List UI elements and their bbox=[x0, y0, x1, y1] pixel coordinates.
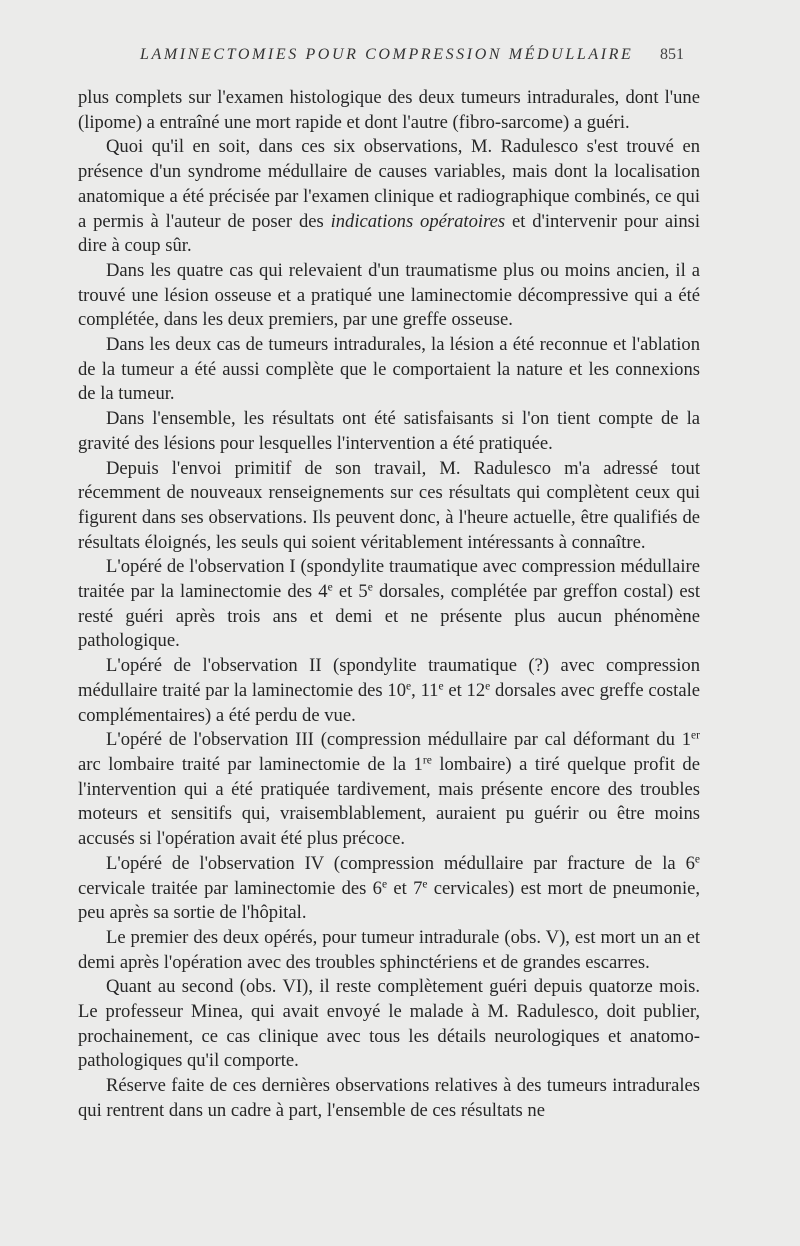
page-number: 851 bbox=[660, 46, 684, 63]
text-run: L'opéré de l'observation IV (compression médullaire par fracture de la 6 bbox=[106, 852, 695, 874]
paragraph bbox=[78, 654, 700, 728]
superscript: e bbox=[381, 878, 388, 891]
text-run: cervicales) est mort de pneumonie, peu après sa sortie de l'hôpital. bbox=[78, 877, 701, 924]
superscript: er bbox=[691, 729, 700, 742]
paragraph bbox=[78, 926, 700, 975]
superscript: e bbox=[367, 581, 373, 594]
text-run: , 11 bbox=[411, 679, 439, 701]
superscript: e bbox=[438, 680, 444, 693]
text-run: Réserve faite de ces dernières observations relatives à des tumeurs intradurales qui rentrent dans un cadre à part, l'ensemble de ces résultats ne bbox=[78, 1075, 700, 1121]
paragraph bbox=[78, 333, 700, 407]
text-run: dorsales, complétée par greffon costal) est resté guéri après trois ans et demi et ne présente plus aucun phénomène pathologique. bbox=[78, 581, 700, 652]
body-text bbox=[78, 86, 700, 1124]
superscript: e bbox=[485, 680, 491, 693]
paragraph bbox=[78, 852, 700, 926]
text-run: Dans les quatre cas qui relevaient d'un traumatisme plus ou moins ancien, il a trouvé une lésion osseuse et a pratiqué une laminectomie décompressive qui a été complétée, dans les deux premiers, par une greffe osseuse. bbox=[78, 259, 700, 331]
text-run: arc lombaire traité par laminectomie de la 1 bbox=[78, 753, 423, 775]
paragraph bbox=[78, 728, 700, 852]
paragraph bbox=[78, 1074, 700, 1123]
text-run: cervicale traitée par laminectomie des 6 bbox=[78, 877, 382, 899]
text-run: et 12 bbox=[443, 679, 486, 701]
text-run: Quoi qu'il en soit, dans ces six observations, M. Radulesco s'est trouvé en présence d'un syndrome médullaire de causes variables, mais dont la localisation anatomique a été précisée par l'examen clinique et radiographique combinés, ce qui a permis à l'auteur de poser des bbox=[78, 136, 700, 232]
running-title: LAMINECTOMIES POUR COMPRESSION MÉDULLAIRE bbox=[140, 46, 634, 63]
text-run: et d'intervenir pour ainsi dire à coup sûr. bbox=[78, 210, 701, 257]
text-run: dorsales avec greffe costale complémentaires) a été perdu de vue. bbox=[78, 679, 700, 726]
text-run: lombaire) a tiré quelque profit de l'intervention qui a été pratiquée tardivement, mais présente encore des troubles moteurs et sensitifs qui, vraisemblablement, auraient pu guérir ou être moins accusés si l'opération avait été plus précoce. bbox=[78, 753, 700, 850]
paragraph bbox=[78, 555, 700, 654]
text-run: Le premier des deux opérés, pour tumeur intradurale (obs. V), est mort un an et demi après l'opération avec des troubles sphinctériens et de grandes escarres. bbox=[78, 926, 700, 973]
paragraph bbox=[78, 457, 700, 556]
superscript: e bbox=[327, 581, 333, 594]
italic-text: indications opératoires bbox=[330, 210, 506, 232]
text-run: et 5 bbox=[332, 581, 368, 603]
text-run: et 7 bbox=[387, 877, 423, 899]
superscript: e bbox=[406, 680, 412, 693]
paragraph bbox=[78, 975, 700, 1074]
paragraph bbox=[78, 259, 700, 333]
paragraph bbox=[78, 86, 700, 135]
text-run: plus complets sur l'examen histologique des deux tumeurs intradurales, dont l'une (lipome) a entraîné une mort rapide et dont l'autre (fibro-sarcome) a guéri. bbox=[78, 87, 700, 133]
text-run: Depuis l'envoi primitif de son travail, M. Radulesco m'a adressé tout récemment de nouveaux renseignements sur ces résultats qui complètent ceux qui figurent dans ses observations. Ils peuvent donc, à l'heure actuelle, être qualifiés de résultats éloignés, les seuls qui soient véritablement intéressants à connaître. bbox=[78, 457, 700, 553]
text-run: L'opéré de l'observation I (spondylite traumatique avec compression médullaire traitée par la laminectomie des 4 bbox=[78, 556, 700, 603]
text-run: L'opéré de l'observation II (spondylite traumatique (?) avec compression médullaire traité par la laminectomie des 10 bbox=[78, 655, 700, 701]
running-head bbox=[0, 46, 800, 70]
text-run: Dans les deux cas de tumeurs intradurales, la lésion a été reconnue et l'ablation de la tumeur a été aussi complète que le comportaient la nature et les connexions de la tumeur. bbox=[78, 334, 700, 405]
text-run: Quant au second (obs. VI), il reste complètement guéri depuis quatorze mois. Le professeur Minea, qui avait envoyé le malade à M. Radulesco, doit publier, prochainement, ce cas clinique avec tous les détails neurologiques et anatomo-pathologiques qu'il comporte. bbox=[78, 976, 700, 1072]
paragraph bbox=[78, 407, 700, 456]
text-run: Dans l'ensemble, les résultats ont été satisfaisants si l'on tient compte de la gravité des lésions pour lesquelles l'intervention a été pratiquée. bbox=[78, 408, 700, 454]
superscript: re bbox=[422, 754, 432, 767]
superscript: e bbox=[422, 878, 428, 891]
paragraph bbox=[78, 135, 700, 259]
superscript: e bbox=[694, 853, 700, 866]
text-run: L'opéré de l'observation III (compression médullaire par cal déformant du 1 bbox=[106, 729, 692, 751]
